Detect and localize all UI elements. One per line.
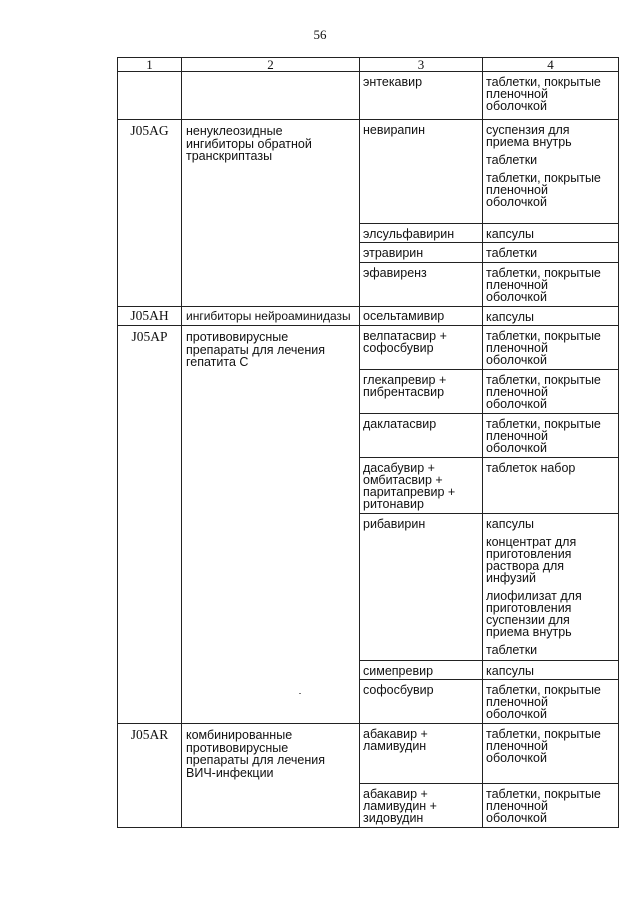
text-line: суспензия для bbox=[486, 123, 570, 137]
drug-cell bbox=[360, 307, 483, 326]
text-line: оболочкой bbox=[486, 441, 547, 455]
text-line: симепревир bbox=[363, 664, 434, 678]
text-line: паритапревир + bbox=[363, 485, 456, 499]
text-line: оболочкой bbox=[486, 397, 547, 411]
text-line: пленочной bbox=[486, 739, 548, 753]
dosage-form bbox=[483, 514, 618, 532]
dosage-form bbox=[483, 243, 618, 261]
text-line: элсульфавирин bbox=[363, 227, 455, 241]
text-line: противовирусные bbox=[186, 740, 289, 755]
text-line: ритонавир bbox=[363, 497, 424, 511]
text-line: оболочкой bbox=[486, 353, 547, 367]
dosage-form bbox=[483, 784, 618, 826]
column-header: 1 bbox=[118, 58, 182, 72]
drug-cell bbox=[360, 370, 483, 414]
text-line: таблетки, покрытые bbox=[486, 171, 601, 185]
text-line: таблетки bbox=[486, 643, 538, 657]
text-line: препараты для лечения bbox=[186, 753, 325, 767]
text-line: даклатасвир bbox=[363, 417, 437, 431]
text-line: приема внутрь bbox=[486, 625, 572, 639]
text-line: суспензии для bbox=[486, 613, 570, 627]
drug-cell bbox=[360, 120, 483, 224]
text-line: таблетки, покрытые bbox=[486, 787, 601, 801]
text-line: таблетки, покрытые bbox=[486, 683, 601, 697]
text-line: глекапревир + bbox=[363, 373, 447, 387]
table-row bbox=[118, 72, 619, 120]
dosage-form bbox=[483, 224, 618, 242]
text-line: этравирин bbox=[363, 246, 424, 260]
drug-cell bbox=[360, 263, 483, 307]
form-cell bbox=[483, 661, 619, 680]
text-line: ингибиторы нейроаминидазы bbox=[186, 309, 351, 323]
text-line: раствора для bbox=[486, 559, 565, 573]
dosage-form bbox=[483, 661, 618, 679]
text-line: препараты для лечения bbox=[186, 342, 325, 357]
text-line: пленочной bbox=[486, 87, 548, 101]
group-cell bbox=[182, 724, 360, 828]
text-line: приготовления bbox=[486, 547, 572, 561]
text-line: ненуклеозидные bbox=[186, 124, 283, 138]
form-cell bbox=[483, 326, 619, 370]
text-line: капсулы bbox=[486, 517, 534, 531]
text-line: ВИЧ-инфекции bbox=[186, 765, 274, 780]
drug-cell bbox=[360, 414, 483, 458]
text-line: инфузий bbox=[486, 571, 536, 585]
text-line: софосбувир bbox=[363, 341, 434, 355]
form-cell bbox=[483, 458, 619, 514]
text-line: ингибиторы обратной bbox=[186, 136, 312, 151]
form-cell bbox=[483, 224, 619, 243]
drug-cell bbox=[360, 724, 483, 784]
dosage-form bbox=[483, 168, 618, 210]
dosage-form bbox=[483, 458, 618, 476]
form-cell bbox=[483, 680, 619, 724]
drug-cell bbox=[360, 661, 483, 680]
text-line: софосбувир bbox=[363, 683, 434, 697]
text-line: энтекавир bbox=[363, 75, 423, 89]
text-line: оболочкой bbox=[486, 290, 547, 304]
text-line: капсулы bbox=[486, 227, 534, 241]
text-line: пленочной bbox=[486, 385, 548, 399]
dosage-form bbox=[483, 724, 618, 766]
text-line: транскриптазы bbox=[186, 149, 273, 163]
text-line: оболочкой bbox=[486, 99, 547, 113]
group-cell bbox=[182, 326, 360, 724]
group-cell bbox=[182, 120, 360, 307]
dosage-form bbox=[483, 326, 618, 368]
form-cell bbox=[483, 370, 619, 414]
form-cell bbox=[483, 514, 619, 661]
text-line: пибрентасвир bbox=[363, 385, 445, 399]
text-line: пленочной bbox=[486, 695, 548, 709]
form-cell bbox=[483, 120, 619, 224]
text-line: оболочкой bbox=[486, 811, 547, 825]
text-line: омбитасвир + bbox=[363, 473, 443, 487]
text-line: оболочкой bbox=[486, 707, 547, 721]
group-cell bbox=[182, 72, 360, 120]
drug-cell bbox=[360, 784, 483, 828]
table-row bbox=[118, 724, 619, 784]
text-line: таблетки, покрытые bbox=[486, 75, 601, 89]
text-line: зидовудин bbox=[363, 811, 424, 825]
column-header: 3 bbox=[360, 58, 483, 72]
text-line: оболочкой bbox=[486, 751, 547, 765]
text-line: оболочкой bbox=[486, 195, 547, 209]
text-line: рибавирин bbox=[363, 517, 426, 531]
dosage-form bbox=[483, 414, 618, 456]
text-line: осельтамивир bbox=[363, 309, 445, 323]
drug-cell bbox=[360, 326, 483, 370]
code-cell: J05AH bbox=[118, 307, 182, 326]
table-row bbox=[118, 120, 619, 224]
dosage-form bbox=[483, 680, 618, 722]
text-line: абакавир + bbox=[363, 787, 428, 801]
form-cell bbox=[483, 307, 619, 326]
dosage-form bbox=[483, 532, 618, 586]
code-cell: J05AR bbox=[118, 724, 182, 828]
scan-speck bbox=[299, 693, 301, 694]
text-line: таблетки, покрытые bbox=[486, 417, 601, 431]
text-line: абакавир + bbox=[363, 727, 428, 741]
table-row bbox=[118, 326, 619, 370]
drug-cell bbox=[360, 514, 483, 661]
dosage-form bbox=[483, 150, 618, 168]
text-line: ламивудин + bbox=[363, 799, 437, 813]
drug-cell bbox=[360, 458, 483, 514]
form-cell bbox=[483, 724, 619, 784]
text-line: лиофилизат для bbox=[486, 589, 582, 603]
text-line: пленочной bbox=[486, 341, 548, 355]
text-line: концентрат для bbox=[486, 535, 577, 549]
text-line: капсулы bbox=[486, 664, 534, 678]
text-line: ламивудин bbox=[363, 739, 427, 753]
text-line: пленочной bbox=[486, 429, 548, 443]
text-line: таблетки, покрытые bbox=[486, 727, 601, 741]
table-row bbox=[118, 307, 619, 326]
drug-cell bbox=[360, 243, 483, 263]
form-cell bbox=[483, 414, 619, 458]
text-line: капсулы bbox=[486, 310, 534, 324]
text-line: таблетки bbox=[486, 246, 538, 260]
dosage-form bbox=[483, 307, 618, 325]
drug-table bbox=[117, 57, 619, 828]
code-cell: J05AG bbox=[118, 120, 182, 307]
dosage-form bbox=[483, 263, 618, 305]
form-cell bbox=[483, 784, 619, 828]
code-cell bbox=[118, 72, 182, 120]
text-line: таблетки, покрытые bbox=[486, 373, 601, 387]
text-line: противовирусные bbox=[186, 330, 289, 344]
text-line: невирапин bbox=[363, 123, 426, 137]
group-cell bbox=[182, 307, 360, 326]
form-cell bbox=[483, 263, 619, 307]
text-line: приема внутрь bbox=[486, 135, 572, 149]
form-cell bbox=[483, 72, 619, 120]
dosage-form bbox=[483, 640, 618, 658]
text-line: пленочной bbox=[486, 278, 548, 292]
text-line: таблетки bbox=[486, 153, 538, 167]
text-line: гепатита C bbox=[186, 355, 249, 369]
column-header: 4 bbox=[483, 58, 619, 72]
column-header: 2 bbox=[182, 58, 360, 72]
text-line: пленочной bbox=[486, 799, 548, 813]
text-line: таблетки, покрытые bbox=[486, 329, 601, 343]
text-line: пленочной bbox=[486, 183, 548, 197]
drug-cell bbox=[360, 224, 483, 243]
text-line: велпатасвир + bbox=[363, 329, 447, 343]
dosage-form bbox=[483, 586, 618, 640]
header-row bbox=[118, 58, 619, 72]
text-line: таблетки, покрытые bbox=[486, 266, 601, 280]
drug-cell bbox=[360, 72, 483, 120]
dosage-form bbox=[483, 120, 618, 150]
code-cell: J05AP bbox=[118, 326, 182, 724]
text-line: приготовления bbox=[486, 601, 572, 615]
text-line: эфавиренз bbox=[363, 266, 427, 280]
text-line: комбинированные bbox=[186, 728, 293, 742]
text-line: дасабувир + bbox=[363, 461, 435, 475]
dosage-form bbox=[483, 370, 618, 412]
drug-cell bbox=[360, 680, 483, 724]
text-line: таблеток набор bbox=[486, 461, 576, 475]
page-number: 56 bbox=[313, 27, 327, 42]
form-cell bbox=[483, 243, 619, 263]
dosage-form bbox=[483, 72, 618, 114]
